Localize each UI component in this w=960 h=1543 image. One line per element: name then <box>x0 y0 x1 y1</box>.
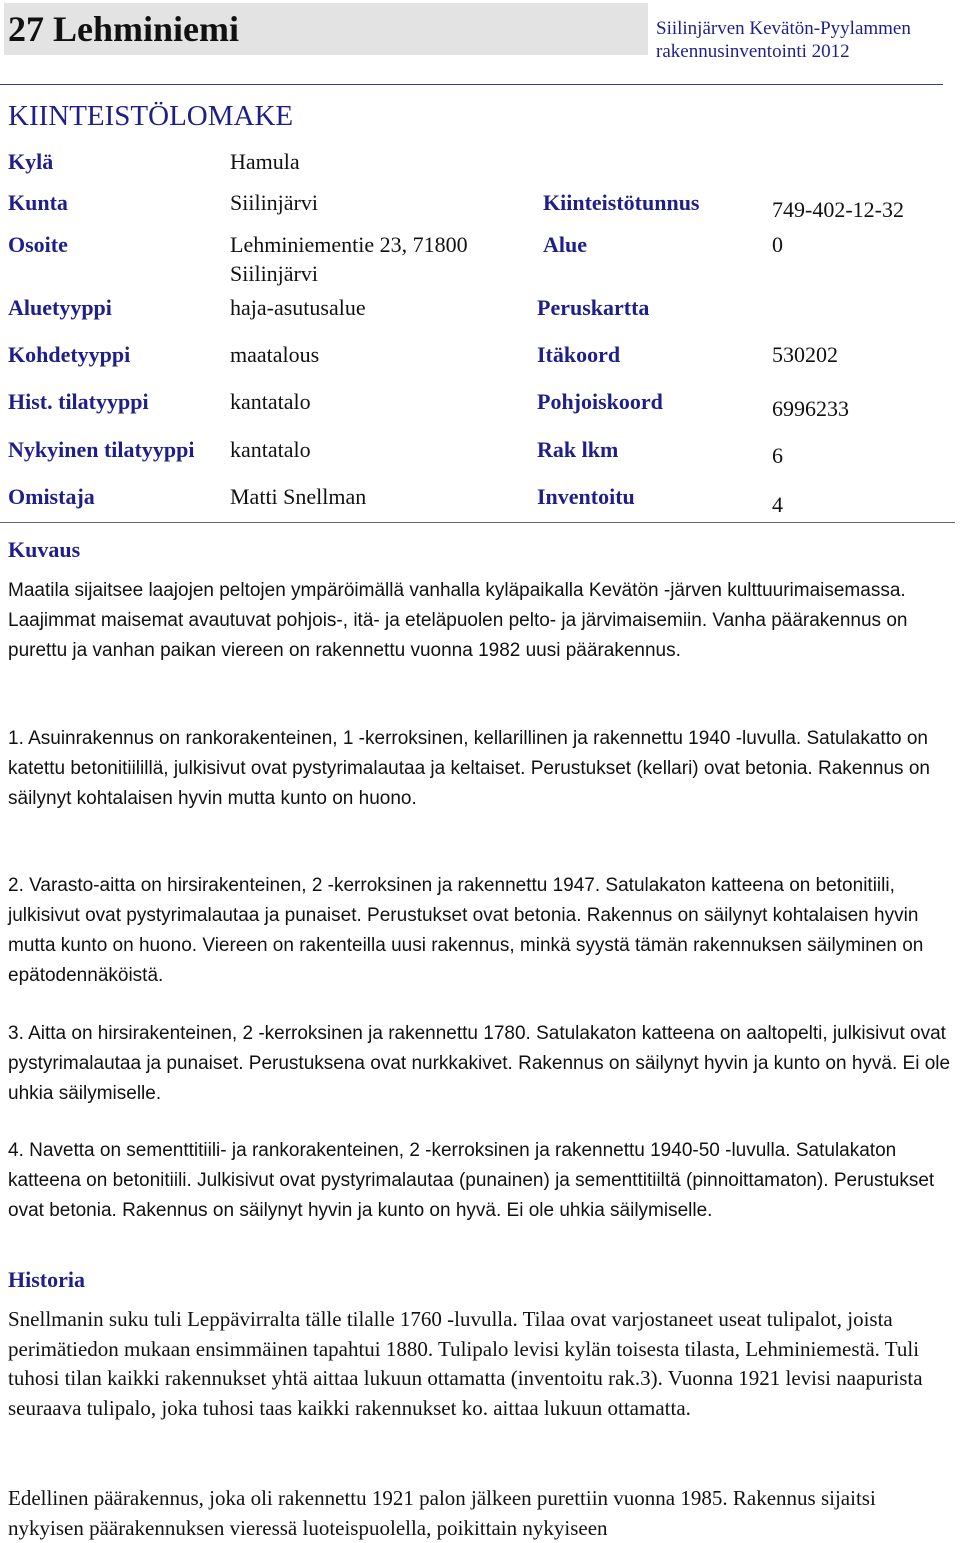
hist-tilatyyppi-label: Hist. tilatyyppi <box>8 389 149 414</box>
alue-label: Alue <box>543 232 587 257</box>
kuvaus-paragraph-1: Maatila sijaitsee laajojen peltojen ympäröimällä vanhalla kyläpaikalla Kevätön -järven kulttuurimaisemassa. Laajimmat maisemat avautuvat pohjois-, itä- ja eteläpuolen pelto- ja järvimaisemiin. Vanha päärakennus on purettu ja vanhan paikan viereen on rakennettu vuonna 1982 uusi päärakennus. <box>8 580 908 661</box>
hist-tilatyyppi-value: kantatalo <box>230 389 311 414</box>
historia-paragraph-2: Edellinen päärakennus, joka oli rakennettu 1921 palon jälkeen purettiin vuonna 1985. Rakennus sijaitsi nykyisen päärakennuksen vieressä luoteispuolella, poikittain nykyiseen <box>8 1486 876 1540</box>
osoite-label: Osoite <box>8 232 68 257</box>
itakoord-value: 530202 <box>772 342 838 367</box>
inventoitu-label: Inventoitu <box>537 484 635 509</box>
kyla-label: Kylä <box>8 149 54 174</box>
project-line-2: rakennusinventointi 2012 <box>656 41 850 62</box>
omistaja-label: Omistaja <box>8 484 95 509</box>
kuvaus-paragraph-3: 2. Varasto-aitta on hirsirakenteinen, 2 -kerroksinen ja rakennettu 1947. Satulakaton katteena on betonitiili, julkisivut ovat pystyrimalautaa ja punaiset. Perustukset ovat betonia. Rakennus on säilynyt kohtalaisen hyvin mutta kunto on huono. Viereen on rakenteilla uusi rakennus, minkä syystä tämän rakennuksen säilyminen on epätodennäköistä. <box>8 875 924 986</box>
kuvaus-heading: Kuvaus <box>8 537 81 562</box>
inventoitu-value: 4 <box>772 492 783 517</box>
historia-paragraph-1: Snellmanin suku tuli Leppävirralta tälle tilalle 1760 -luvulla. Tilaa ovat varjostaneet useat tulipalot, joista perimätiedon mukaan ensimmäinen tapahtui 1880. Tulipalo levisi kylän toisesta tilasta, Lehminiemestä. Tuli tuhosi tilan kaikki rakennukset yhtä aittaa lukuun ottamatta (inventoitu rak.3). Vuonna 1921 levisi naapurista seuraava tulipalo, joka tuhosi taas kaikki rakennukset ko. aittaa lukuun ottamatta. <box>8 1307 923 1420</box>
project-name <box>656 17 911 63</box>
osoite-value: Lehminiementie 23, 71800 Siilinjärvi <box>230 232 468 286</box>
omistaja-value: Matti Snellman <box>230 484 367 509</box>
rak-lkm-label: Rak lkm <box>537 437 619 462</box>
pohjoiskoord-value: 6996233 <box>772 396 849 421</box>
header-divider <box>0 84 943 85</box>
nykyinen-tilatyyppi-label: Nykyinen tilatyyppi <box>8 437 195 462</box>
kunta-label: Kunta <box>8 190 68 215</box>
peruskartta-label: Peruskartta <box>537 295 650 320</box>
kuvaus-paragraph-2: 1. Asuinrakennus on rankorakenteinen, 1 -kerroksinen, kellarillinen ja rakennettu 1940 -luvulla. Satulakatto on katettu betonitiilillä, julkisivut ovat pystyrimalautaa ja keltaiset. Perustukset (kellari) ovat betonia. Rakennus on säilynyt kohtalaisen hyvin mutta kunto on huono. <box>8 728 930 809</box>
itakoord-label: Itäkoord <box>537 342 621 367</box>
kiinteistotunnus-label: Kiinteistötunnus <box>543 190 700 215</box>
kuvaus-paragraph-4: 3. Aitta on hirsirakenteinen, 2 -kerroksinen ja rakennettu 1780. Satulakaton katteena on aaltopelti, julkisivut ovat pystyrimalautaa ja punaiset. Perustuksena ovat nurkkakivet. Rakennus on säilynyt hyvin ja kunto on hyvä. Ei ole uhkia säilymiselle. <box>8 1023 951 1104</box>
pohjoiskoord-label: Pohjoiskoord <box>537 389 663 414</box>
kunta-value: Siilinjärvi <box>230 190 318 215</box>
kohdetyyppi-label: Kohdetyyppi <box>8 342 131 367</box>
aluetyyppi-label: Aluetyyppi <box>8 295 112 320</box>
project-line-1: Siilinjärven Kevätön-Pyylammen <box>656 18 911 39</box>
page-title: 27 Lehminiemi <box>8 9 239 49</box>
form-title: KIINTEISTÖLOMAKE <box>8 100 294 132</box>
form-divider <box>0 522 955 523</box>
kohdetyyppi-value: maatalous <box>230 342 320 367</box>
alue-value: 0 <box>772 232 783 257</box>
nykyinen-tilatyyppi-value: kantatalo <box>230 437 311 462</box>
kiinteistotunnus-value: 749-402-12-32 <box>772 197 904 222</box>
historia-heading: Historia <box>8 1267 85 1292</box>
aluetyyppi-value: haja-asutusalue <box>230 295 366 320</box>
kyla-value: Hamula <box>230 149 300 174</box>
rak-lkm-value: 6 <box>772 443 783 468</box>
kuvaus-paragraph-5: 4. Navetta on sementtitiili- ja rankorakenteinen, 2 -kerroksinen ja rakennettu 1940-50 -luvulla. Satulakaton katteena on betonitiili. Julkisivut ovat pystyrimalautaa (punainen) ja sementtitiiltä (pinnoittamaton). Perustukset ovat betonia. Rakennus on säilynyt hyvin ja kunto on hyvä. Ei ole uhkia säilymiselle. <box>8 1140 935 1221</box>
